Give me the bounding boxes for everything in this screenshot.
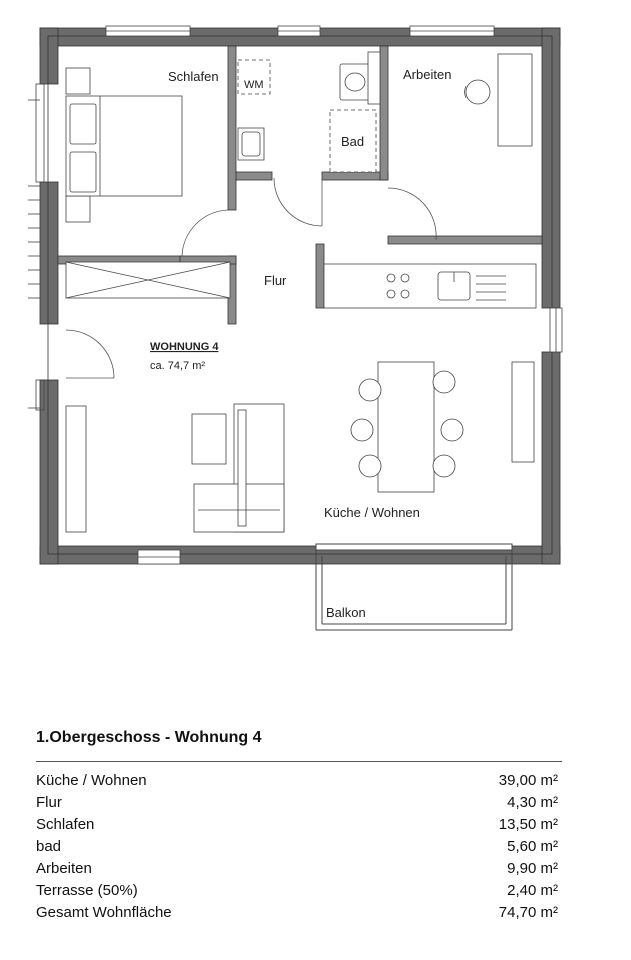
kitchen-counter (324, 264, 536, 308)
row-value: 13,50 m² (498, 816, 558, 833)
area-table-title: 1.Obergeschoss - Wohnung 4 (36, 729, 262, 746)
table-row (36, 858, 558, 880)
row-value: 74,70 m² (498, 904, 558, 921)
row-value: 39,00 m² (498, 772, 558, 789)
row-value: 5,60 m² (507, 838, 558, 855)
row-value: 4,30 m² (507, 794, 558, 811)
row-label: Küche / Wohnen (36, 772, 147, 789)
unit-area: ca. 74,7 m² (150, 360, 206, 372)
room-label-schlafen: Schlafen (168, 69, 219, 84)
room-label-flur: Flur (264, 273, 287, 288)
row-label: Schlafen (36, 816, 95, 833)
room-label-bad: Bad (341, 134, 365, 149)
table-row (36, 880, 558, 902)
row-label: bad (36, 838, 62, 855)
row-label: Arbeiten (36, 860, 92, 877)
bedroom-furniture (66, 68, 230, 298)
row-value: 2,40 m² (507, 882, 558, 899)
room-label-arbeiten: Arbeiten (403, 67, 452, 82)
unit-name: WOHNUNG 4 (150, 341, 219, 353)
room-label-wm: WM (244, 79, 264, 91)
divider (36, 761, 562, 762)
bathroom-fixtures (238, 52, 380, 172)
table-row (36, 770, 558, 792)
row-label: Flur (36, 794, 62, 811)
table-row (36, 902, 558, 924)
office-furniture (465, 54, 532, 146)
table-row (36, 814, 558, 836)
room-label-kueche-wohnen: Küche / Wohnen (324, 505, 420, 520)
row-label: Gesamt Wohnfläche (36, 904, 172, 921)
dining-set (351, 362, 534, 492)
row-label: Terrasse (50%) (36, 882, 138, 899)
table-row (36, 792, 558, 814)
row-value: 9,90 m² (507, 860, 558, 877)
room-label-balkon: Balkon (326, 605, 366, 620)
area-table (36, 770, 558, 924)
table-row (36, 836, 558, 858)
living-furniture (66, 404, 284, 532)
